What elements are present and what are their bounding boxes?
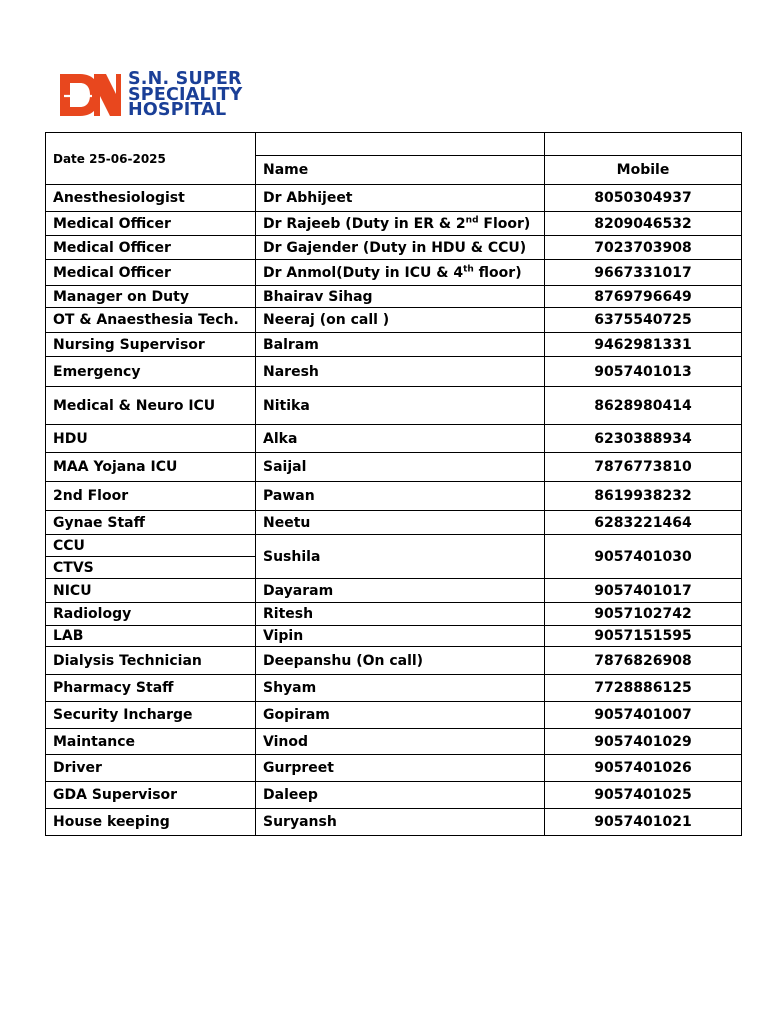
role-cell: Nursing Supervisor bbox=[46, 333, 256, 357]
mobile-cell: 9057102742 bbox=[545, 603, 742, 626]
table-row bbox=[46, 185, 742, 212]
duty-roster-table bbox=[45, 132, 742, 836]
role-cell: Manager on Duty bbox=[46, 286, 256, 308]
mobile-cell: 9057401017 bbox=[545, 579, 742, 603]
mobile-cell: 8209046532 bbox=[545, 212, 742, 236]
blank-cell bbox=[545, 133, 742, 156]
table-row bbox=[46, 511, 742, 535]
table-row bbox=[46, 308, 742, 333]
table-row bbox=[46, 482, 742, 511]
logo-line-3: HOSPITAL bbox=[128, 100, 227, 120]
table-row bbox=[46, 675, 742, 702]
mobile-header: Mobile bbox=[545, 156, 742, 185]
name-text: Dr Rajeeb (Duty in ER & 2 bbox=[263, 215, 466, 232]
role-cell: Pharmacy Staff bbox=[46, 675, 256, 702]
mobile-cell: 6375540725 bbox=[545, 308, 742, 333]
mobile-cell: 9057401029 bbox=[545, 729, 742, 755]
name-cell: Alka bbox=[256, 425, 545, 453]
mobile-cell: 9462981331 bbox=[545, 333, 742, 357]
table-row bbox=[46, 333, 742, 357]
role-cell: HDU bbox=[46, 425, 256, 453]
hospital-name bbox=[128, 69, 268, 120]
role-cell: Medical Officer bbox=[46, 260, 256, 286]
role-cell: Security Incharge bbox=[46, 702, 256, 729]
table-row bbox=[46, 260, 742, 286]
name-cell: Balram bbox=[256, 333, 545, 357]
mobile-cell: 7728886125 bbox=[545, 675, 742, 702]
table-row bbox=[46, 702, 742, 729]
role-cell: Medical Officer bbox=[46, 212, 256, 236]
mobile-cell: 9057401021 bbox=[545, 809, 742, 836]
role-cell: Medical Officer bbox=[46, 236, 256, 260]
role-cell: Dialysis Technician bbox=[46, 647, 256, 675]
ordinal-suffix: nd bbox=[465, 214, 479, 225]
table-row bbox=[46, 729, 742, 755]
hospital-logo bbox=[58, 69, 243, 120]
name-cell: Saijal bbox=[256, 453, 545, 482]
logo-line-1: S.N. SUPER bbox=[128, 69, 242, 89]
mobile-cell: 6283221464 bbox=[545, 511, 742, 535]
table-row bbox=[46, 357, 742, 387]
name-text: Dr Anmol(Duty in ICU & 4 bbox=[263, 264, 464, 281]
table-row bbox=[46, 425, 742, 453]
name-cell: Deepanshu (On call) bbox=[256, 647, 545, 675]
name-header: Name bbox=[256, 156, 545, 185]
name-cell: Suryansh bbox=[256, 809, 545, 836]
name-text: floor) bbox=[473, 264, 522, 281]
role-cell: CCU bbox=[46, 535, 256, 557]
name-cell: Pawan bbox=[256, 482, 545, 511]
date-cell: Date 25-06-2025 bbox=[46, 133, 256, 185]
name-cell: Gopiram bbox=[256, 702, 545, 729]
table-row bbox=[46, 212, 742, 236]
ordinal-suffix: th bbox=[463, 263, 474, 274]
logo-mark-icon bbox=[58, 72, 122, 118]
name-cell: Dr Gajender (Duty in HDU & CCU) bbox=[256, 236, 545, 260]
name-cell: Vinod bbox=[256, 729, 545, 755]
mobile-cell: 7876773810 bbox=[545, 453, 742, 482]
name-cell bbox=[256, 260, 545, 286]
role-cell: MAA Yojana ICU bbox=[46, 453, 256, 482]
role-cell: CTVS bbox=[46, 557, 256, 579]
table-row bbox=[46, 626, 742, 647]
name-cell: Daleep bbox=[256, 782, 545, 809]
mobile-cell: 6230388934 bbox=[545, 425, 742, 453]
mobile-cell: 9057401026 bbox=[545, 755, 742, 782]
name-cell: Shyam bbox=[256, 675, 545, 702]
table-row bbox=[46, 603, 742, 626]
table-row bbox=[46, 236, 742, 260]
role-cell: NICU bbox=[46, 579, 256, 603]
role-cell: Anesthesiologist bbox=[46, 185, 256, 212]
table-row bbox=[46, 647, 742, 675]
role-cell: Maintance bbox=[46, 729, 256, 755]
table-row bbox=[46, 579, 742, 603]
mobile-cell: 8619938232 bbox=[545, 482, 742, 511]
blank-cell bbox=[256, 133, 545, 156]
role-cell: Driver bbox=[46, 755, 256, 782]
name-cell: Neeraj (on call ) bbox=[256, 308, 545, 333]
mobile-cell: 9057401013 bbox=[545, 357, 742, 387]
role-cell: Radiology bbox=[46, 603, 256, 626]
logo-line-2: SPECIALITY bbox=[128, 84, 243, 105]
name-text: Floor) bbox=[478, 215, 531, 232]
role-cell: GDA Supervisor bbox=[46, 782, 256, 809]
role-cell: House keeping bbox=[46, 809, 256, 836]
name-cell: Dr Abhijeet bbox=[256, 185, 545, 212]
mobile-cell: 9057151595 bbox=[545, 626, 742, 647]
mobile-cell: 9667331017 bbox=[545, 260, 742, 286]
mobile-cell: 7876826908 bbox=[545, 647, 742, 675]
mobile-cell: 8050304937 bbox=[545, 185, 742, 212]
role-cell: LAB bbox=[46, 626, 256, 647]
role-cell: 2nd Floor bbox=[46, 482, 256, 511]
name-cell: Sushila bbox=[256, 535, 545, 579]
name-cell: Bhairav Sihag bbox=[256, 286, 545, 308]
mobile-cell: 9057401007 bbox=[545, 702, 742, 729]
name-cell bbox=[256, 212, 545, 236]
table-row bbox=[46, 755, 742, 782]
table-row bbox=[46, 535, 742, 557]
name-cell: Vipin bbox=[256, 626, 545, 647]
name-cell: Naresh bbox=[256, 357, 545, 387]
mobile-cell: 9057401025 bbox=[545, 782, 742, 809]
role-cell: Medical & Neuro ICU bbox=[46, 387, 256, 425]
role-cell: Gynae Staff bbox=[46, 511, 256, 535]
table-row bbox=[46, 453, 742, 482]
table-row bbox=[46, 387, 742, 425]
role-cell: Emergency bbox=[46, 357, 256, 387]
blank-header-row bbox=[46, 133, 742, 156]
name-cell: Gurpreet bbox=[256, 755, 545, 782]
name-cell: Dayaram bbox=[256, 579, 545, 603]
name-cell: Ritesh bbox=[256, 603, 545, 626]
name-cell: Nitika bbox=[256, 387, 545, 425]
mobile-cell: 9057401030 bbox=[545, 535, 742, 579]
table-row bbox=[46, 782, 742, 809]
table-row bbox=[46, 286, 742, 308]
table-row bbox=[46, 809, 742, 836]
mobile-cell: 8628980414 bbox=[545, 387, 742, 425]
role-cell: OT & Anaesthesia Tech. bbox=[46, 308, 256, 333]
mobile-cell: 8769796649 bbox=[545, 286, 742, 308]
mobile-cell: 7023703908 bbox=[545, 236, 742, 260]
name-cell: Neetu bbox=[256, 511, 545, 535]
